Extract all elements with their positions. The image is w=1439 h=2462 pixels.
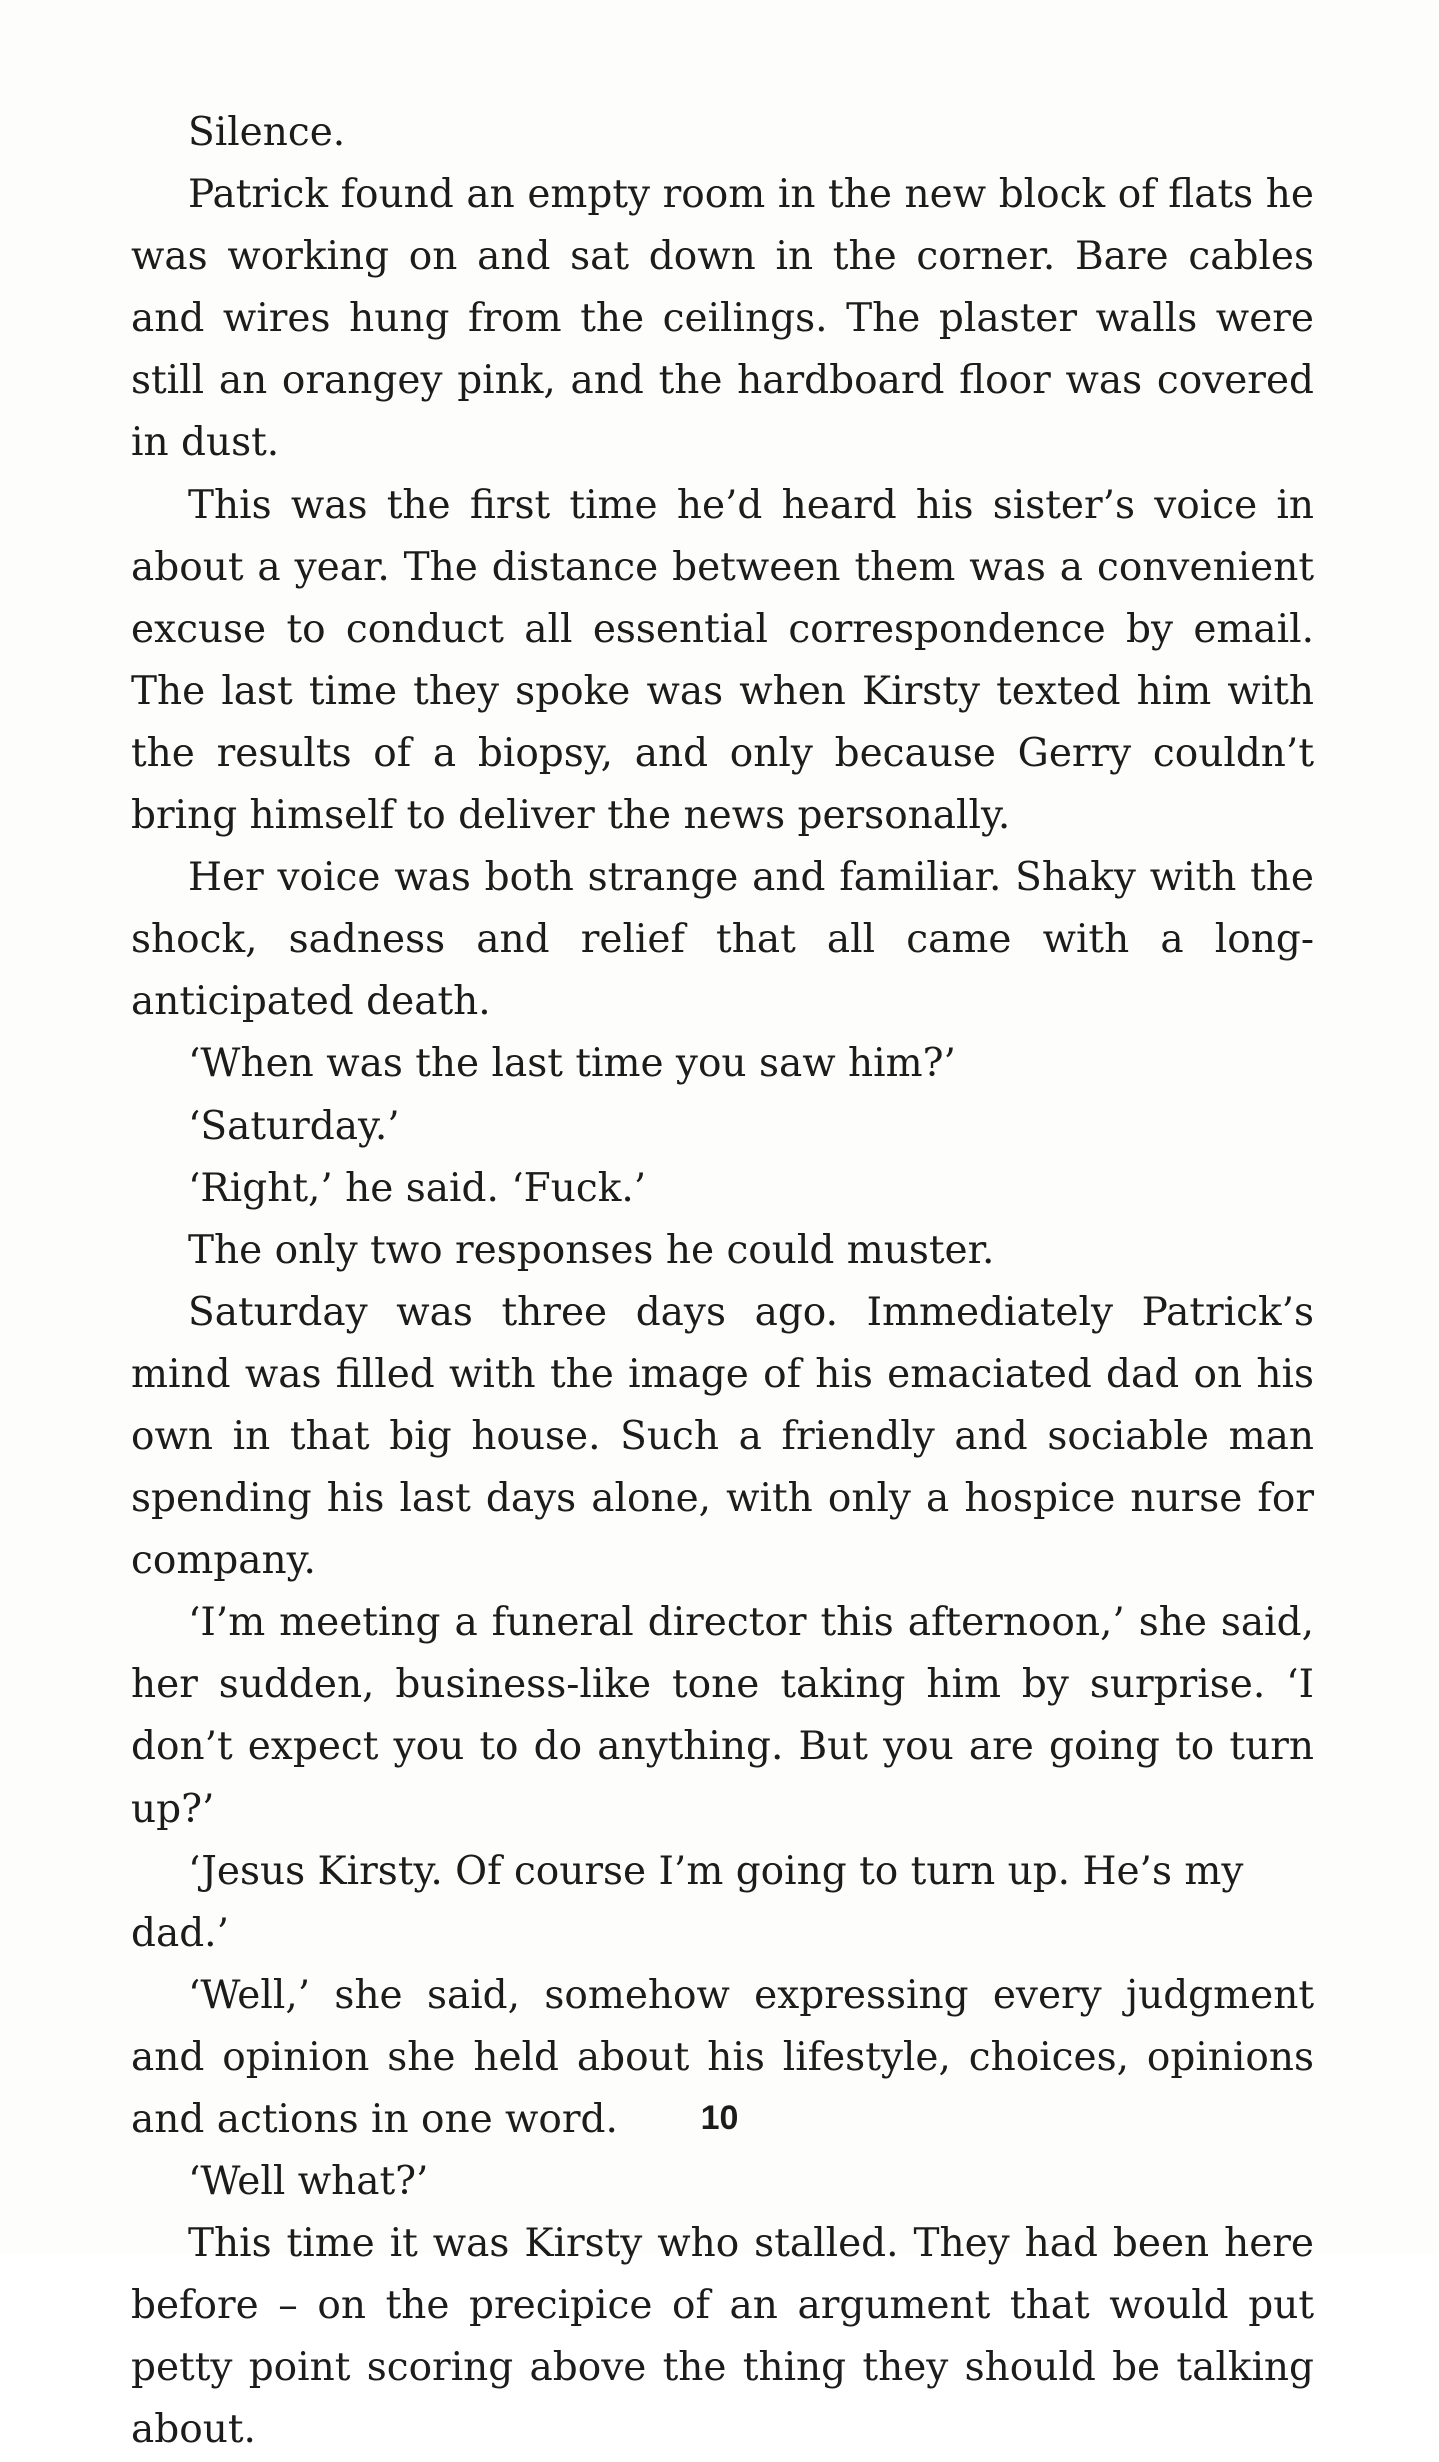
paragraph: ‘Well,’ she said, somehow expressing every judgment and opinion she held about his lifestyle, choices, opinions and actions in one word.: [131, 1972, 1314, 2142]
paragraph: Patrick found an empty room in the new block of flats he was working on and sat down in the corner. Bare cables and wires hung from the ceilings. The plaster walls were still an orangey pink, and the hardboard floor was covered in dust.: [131, 172, 1314, 466]
paragraph: Silence.: [188, 110, 346, 155]
paragraph: The only two responses he could muster.: [188, 1227, 995, 1273]
paragraph: Her voice was both strange and familiar. Shaky with the shock, sadness and relief that all came with a long-anticipated death.: [131, 855, 1314, 1025]
paragraph: ‘Jesus Kirsty. Of course I’m going to turn up. He’s my dad.’: [131, 1848, 1244, 1956]
paragraph: This was the first time he’d heard his sister’s voice in about a year. The distance between them was a convenient excuse to conduct all essential correspondence by email. The last time they spoke was when Kirsty texted him with the results of a biopsy, and only because Gerry couldn’t bring himself to deliver the news personally.: [131, 482, 1314, 839]
page-number: 10: [700, 2099, 739, 2137]
paragraph: ‘Well what?’: [188, 2159, 429, 2205]
paragraph: ‘Right,’ he said. ‘Fuck.’: [188, 1165, 647, 1211]
paragraph: ‘When was the last time you saw him?’: [188, 1041, 956, 1087]
paragraph: Saturday was three days ago. Immediately Patrick’s mind was filled with the image of his emaciated dad on his own in that big house. Such a friendly and sociable man spending his last days alone, with only a hospice nurse for company.: [131, 1289, 1314, 1584]
paragraph: ‘I’m meeting a funeral director this afternoon,’ she said, her sudden, business-like tone taking him by surprise. ‘I don’t expect you to do anything. But you are going to turn up?’: [131, 1600, 1314, 1832]
paragraph: This time it was Kirsty who stalled. They had been here before – on the precipice of an argument that would put petty point scoring above the thing they should be talking about.: [131, 2221, 1314, 2453]
paragraph: ‘Saturday.’: [188, 1103, 400, 1149]
